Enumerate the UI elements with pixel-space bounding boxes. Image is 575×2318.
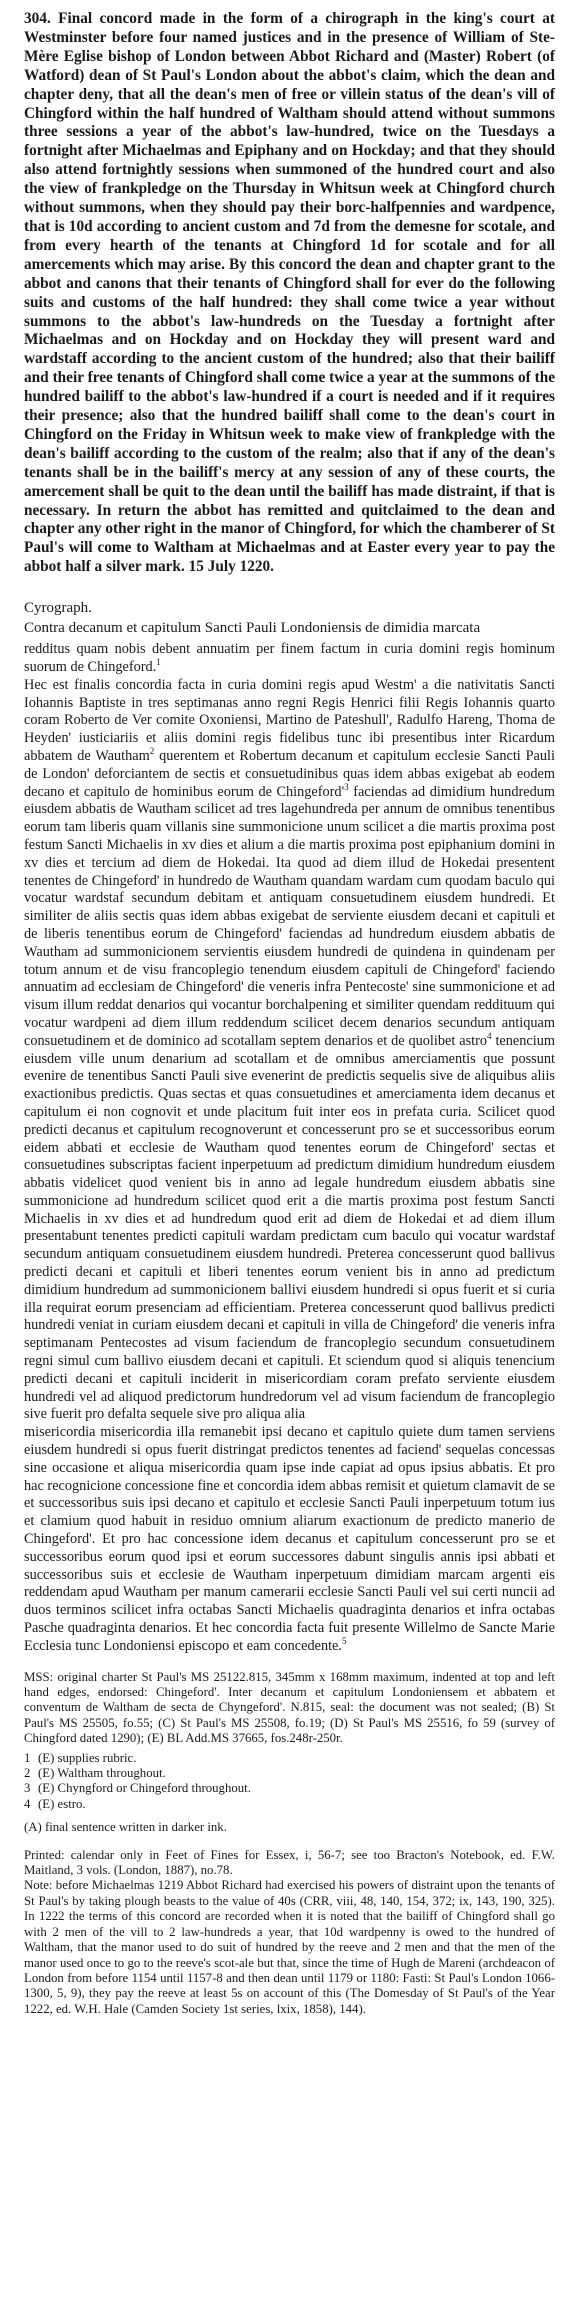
rubric-line: Contra decanum et capitulum Sancti Pauli Londoniensis de dimidia marcata — [24, 620, 481, 637]
latin-text-2b: querentem et Robertum decanum et capitulum ecclesie Sancti Pauli de London' deforciantem de sectis et consuetudinibus quas idem abbas exigebat ab eodem decano et capitulo de hominibus eorum de Chingeford' — [24, 747, 555, 800]
latin-text-2c: faciendas ad dimidium hundredum eiusdem abbatis de Wautham scilicet ad tres lagehundreda per annum de omnibus tenentibus eorum tam liberis quam villanis sine summonicione unum scilicet a die martis proxima post festum Sancti Michaelis in xv dies et alium a die martis proxima post epiphanium domini in xv dies et tercium ad diem de Hokedai. Ita quod ad diem illud de Hokedai presentent tenentes de Chingeford' in hundredo de Wautham quandam wardam cum quodam baculo qui vocatur wardstaf secundum debitam et antiquam consuetudinem eiusdem hundredi. Et similiter de aliis sectis quas idem abbas exigebat de serviente eiusdem decani et capituli et de liberis tenentibus eorum de Chingeford' faciendas ad hundredum eiusdem abbatis de Wautham ad summonicionem servientis eiusdem hundredi de quindena in quindenam per totum annum et de visu francoplegio tenendum eiusdem capituli de Chingeford' faciendo annuatim ad ecclesiam de Chingeford' die veneris infra Pentecoste' sine summonicione et ad visum illum reddat denarios qui vocantur borchalpening et similiter quendam reddituum qui vocatur wardpeni ad diem illum reddendum scilicet decem denarios secundum antiquam consuetudinem et de dominico ad scotallam septem denarios et de quolibet astro — [24, 783, 555, 1049]
footnote-number: 3 — [24, 1781, 31, 1796]
footnote-item — [24, 1751, 555, 1766]
ink-note: (A) final sentence written in darker ink. — [24, 1820, 227, 1835]
footnote-marker-2: 2 — [149, 746, 155, 757]
latin-paragraph-2 — [24, 677, 555, 1424]
latin-text-3: misericordia misericordia illa remanebit ipsi decano et capitulo quiete dum tamen serviens eiusdem hundredi si opus fuerit distringat predictos tenentes ad faciend' sequelas concessas sine occasione et aliqua misericordia quam ipse inde capiat ad opus ipsius abbatis. Et pro hac recognicione concessione fine et concordia idem abbas remisit et quietum clamavit de se et successoribus suis ipsi decano et capitulo et ecclesie Sancti Pauli inperpetuum totum ius et clamium quod habuit in residuo omnium aliarum exactionum de predicto manerio de Chingeford'. Et pro hac concessione idem decanus et capitulum concesserunt pro se et successoribus eorum quod ipsi et eorum successores dabunt singulis annis ipsi abbati et successoribus suis et ecclesie de Wautham inperpetuum dimidiam marcam argenti eis reddendam apud Wautham per manum camerarii ecclesie Sancti Pauli vel sui certi nuncii ad duos terminos scilicet infra octabas Sancti Michaelis quadraginta denarios et infra octabas Pasche quadraginta denarios. Et hec concordia facta fuit presente Willelmo de Sancte Marie Ecclesia tunc Londoniensi episcopo et eam concedente. — [24, 1424, 555, 1654]
manuscripts-note: MSS: original charter St Paul's MS 25122.815, 345mm x 168mm maximum, indented at top and left hand edges, endorsed: Chingeford'. Inter decanum et capitulum Londoniensem et abbatem et conventum de Waltham de secta de Chyngeford'. N.815, seal: the document was not sealed; (B) St Paul's MS 25505, fo.55; (C) St Paul's MS 25508, fo.19; (D) St Paul's MS 25516, fo 59 (survey of Chingford dated 1290); (E) BL Add.MS 37665, fos.248r-250r. — [24, 1669, 555, 1746]
footnote-list — [24, 1751, 555, 1813]
latin-text-2d: tenencium eiusdem ville unum denarium ad scotallam et de omnibus amerciamentis que possunt evenire de tenentibus Sancti Pauli sive evenerint de predictis sequelis sive de aliquibus aliis exactionibus predictis. Quas sectas et quas consuetudines et amerciamenta idem decanus et capitulum ei non cognovit et unde placitum fuit inter eos in prefata curia. Scilicet quod predicti decanus et capitulum recognoverunt et concesserunt pro se et successoribus eorum eidem abbati et ecclesie de Wautham quod tenentes eorum de Chingeford' sectas et consuetudines subscriptas facient inperpetuum ad predictum dimidium hundredum eiusdem abbatis videlicet quod venient bis in anno ad legale hundredum eiusdem abbatis sine summonicione ad hundredum scilicet quod erit a die martis proxima post festum Sancti Michaelis in xv dies et ad hundredum quod erit ad diem de Hokedai et ad diem illum presentabunt tenentes predicti capituli wardam predictam cum baculo qui vocatur wardstaf secundum antiquam consuetudinem eiusdem hundredi. Preterea concesserunt quod ballivus predicti decani et capituli et liberi tenentes eorum venient bis in anno ad predictum dimidium hundredum ad summonicionem ballivi eiusdem hundredi si opus fuerit et si curia illa requirat eorum presenciam ad efficientiam. Preterea concesserunt quod ballivus predicti hundredi veniat in curiam eiusdem decani et capituli in villa de Chingeford' die veneris infra septimanam Pentecostes ad visum faciendum de francoplegio secundum consuetudinem regni simul cum ballivo eiusdem decani et capituli. Et sciendum quod si aliquis tenencium predicti decani et capituli inciderit in misericordiam coram prefato serviente eiusdem hundredi vel ad aliquod predictorum hundredorum vel ad visum faciendum de francoplegio sive fuerit pro defalta sequele sive pro aliqua alia — [24, 1032, 556, 1423]
footnote-item — [24, 1797, 555, 1812]
latin-text — [24, 641, 555, 1655]
footnote-text: (E) estro. — [38, 1796, 86, 1811]
latin-text-1: redditus quam nobis debent annuatim per finem factum in curia domini regis hominum suorum de Chingeford. — [24, 641, 555, 675]
footnote-number: 4 — [24, 1796, 31, 1811]
charter-summary: 304. Final concord made in the form of a chirograph in the king's court at Westminster before four named justices and in the presence of William of Ste-Mère Eglise bishop of London between Abbot Richard and (Master) Robert (of Watford) dean of St Paul's London about the abbot's claim, which the dean and chapter deny, that all the dean's men of free or villein status of the dean's vill of Chingford within the half hundred of Waltham should attend without summons three sessions a year of the abbot's law-hundred, twice on the Tuesdays a fortnight after Michaelmas and Epiphany and on Hockday; and that they should also attend fortnightly sessions when summoned of the hundred court and also the view of frankpledge on the Thursday in Whitsun week at Chingford church without summons, when they should pay their borc-halfpennies and wardpence, that is 10d according to ancient custom and 7d from the demesne for scotale, and from every hearth of the tenants at Chingford 1d for scotale and for all amercements which may arise. By this concord the dean and chapter grant to the abbot and canons that their tenants of Chingford shall for ever do the following suits and customs of the half hundred: they shall come twice a year without summons to the abbot's law-hundreds on the Tuesday a fortnight after Michaelmas and on Hockday and on Hockday they will present ward and wardstaff according to the ancient custom of the hundred; also that their bailiff and their free tenants of Chingford shall come twice a year at the summons of the hundred bailiff to the abbot's law-hundred if a court is needed and if it requires their presence; also that the hundred bailiff shall come to the dean's court in Chingford on the Friday in Whitsun week to make view of frankpledge with the dean's bailiff according to the custom of the realm; also that if any of the dean's tenants shall be in the bailiff's mercy at any session of any of these courts, the amercement shall be quit to the dean until the bailiff has made distraint, if that is necessary. In return the abbot has remitted and quitclaimed to the dean and chapter any other right in the manor of Chingford, for which the chamberer of St Paul's will come to Waltham at Michaelmas and at Easter every year to pay the abbot half a silver mark. 15 July 1220. — [24, 10, 555, 576]
footnote-item — [24, 1766, 555, 1781]
footnote-marker-5: 5 — [341, 1636, 347, 1647]
footnote-number: 2 — [24, 1766, 31, 1781]
footnote-item — [24, 1781, 555, 1796]
cyrograph-heading: Cyrograph. — [24, 600, 92, 617]
footnote-marker-1: 1 — [156, 657, 161, 668]
footnote-text: (E) supplies rubric. — [38, 1750, 137, 1765]
printed-note: Printed: calendar only in Feet of Fines for Essex, i, 56-7; see too Bracton's Notebook, ed. F.W. Maitland, 3 vols. (London, 1887), no.78. — [24, 1847, 555, 1878]
footnote-marker-3: 3 — [344, 781, 349, 792]
commentary-note: Note: before Michaelmas 1219 Abbot Richard had exercised his powers of distraint upon the tenants of St Paul's by taking plough beasts to the value of 40s (CRR, viii, 48, 140, 154, 372; ix, 143, 190, 325). In 1222 the terms of this concord are recorded when it is noted that the bailiff of Chingford shall go with 2 men of the vill to 2 law-hundreds a year, that 10d wardpenny is owed to the hundred of Waltham, that the manor used to do suit of hundred by the reeve and 2 men and that the men of the manor used once to go to the reeve's scot-ale but that, since the time of Hugh de Mareni (archdeacon of London from before 1154 until 1157-8 and then dean until 1179 or 1180: Fasti: St Paul's London 1066-1300, 5, 9), they pay the reeve at least 5s on account of this (The Domesday of St Paul's of the Year 1222, ed. W.H. Hale (Camden Society 1st series, lxix, 1858), 144). — [24, 1878, 555, 2016]
latin-paragraph-1 — [24, 641, 555, 677]
footnote-text: (E) Waltham throughout. — [38, 1766, 166, 1781]
latin-text-2a: Hec est finalis concordia facta in curia domini regis apud Westm' a die nativitatis Sancti Iohannis Baptiste in tres septimanas anno regni Regis Henrici filii Regis Iohannis quarto coram Roberto de Ver comite Oxoniensi, Martino de Pateshull', Radulfo Hareng, Thoma de Heyden' iusticiariis et aliis domini regis fidelibus tunc ibi presentibus inter Ricardum abbatem de Wautham — [24, 676, 555, 764]
footnote-marker-4: 4 — [487, 1030, 492, 1041]
footnote-number: 1 — [24, 1750, 31, 1765]
footnote-text: (E) Chyngford or Chingeford throughout. — [38, 1781, 251, 1796]
latin-paragraph-3 — [24, 1424, 555, 1655]
